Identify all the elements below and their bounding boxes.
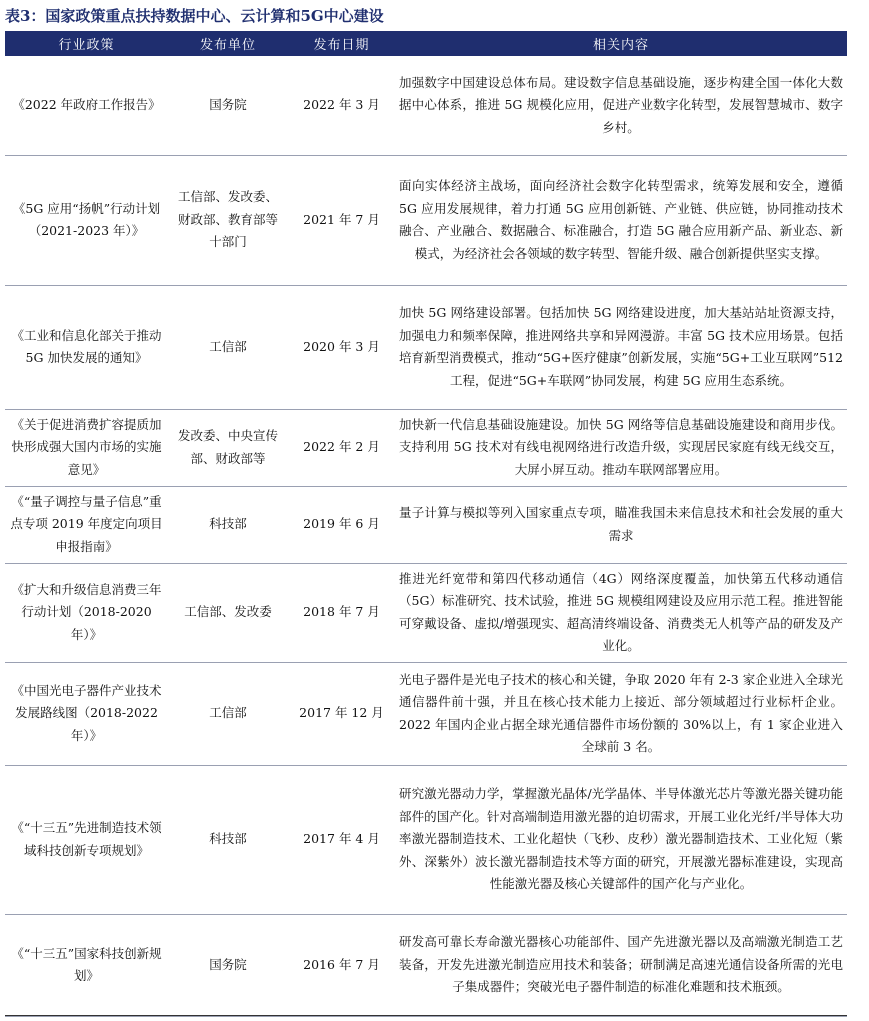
policy-content: 光电子器件是光电子技术的核心和关键，争取 2020 年有 2-3 家企业进入全球光通信器件前十强，并且在核心技术能力上接近、部分领域超过行业标杆企业。2022 年国内企业占据全球光通信器件市场份额的 30%以上，有 1 家企业进入全球前 3 名。 (395, 662, 847, 765)
issue-date: 2018 年 7 月 (288, 563, 395, 662)
issuing-unit: 工信部、发改委 (168, 563, 288, 662)
issue-date: 2019 年 6 月 (288, 486, 395, 563)
header-date: 发布日期 (288, 31, 395, 56)
policy-table (5, 31, 847, 1017)
policy-content: 研究激光器动力学，掌握激光晶体/光学晶体、半导体激光芯片等激光器关键功能部件的国产化。针对高端制造用激光器的迫切需求，开展工业化光纤/半导体大功率激光器制造技术、工业化超快（飞秒、皮秒）激光器制造技术、工业化短（紫外、深紫外）波长激光器制造技术等方面的研究，开展激光器标准建设，实现高性能激光器及核心关键部件的国产化与产业化。 (395, 765, 847, 914)
policy-name: 《“十三五”国家科技创新规划》 (5, 914, 168, 1016)
table-row (5, 486, 847, 563)
policy-name: 《关于促进消费扩容提质加快形成强大国内市场的实施意见》 (5, 409, 168, 486)
table-row (5, 662, 847, 765)
policy-content: 面向实体经济主战场，面向经济社会数字化转型需求，统筹发展和安全，遵循 5G 应用发展规律，着力打通 5G 应用创新链、产业链、供应链，协同推动技术融合、产业融合、数据融合、标准融合，打造 5G 融合应用新产品、新业态、新模式，为经济社会各领域的数字转型、智能升级、融合创新提供坚实支撑。 (395, 155, 847, 285)
table-title: 表3：国家政策重点扶持数据中心、云计算和5G中心建设 (5, 7, 384, 25)
issuing-unit: 工信部、发改委、财政部、教育部等十部门 (168, 155, 288, 285)
table-row (5, 155, 847, 285)
policy-name: 《中国光电子器件产业技术发展路线图（2018-2022 年）》 (5, 662, 168, 765)
header-unit: 发布单位 (168, 31, 288, 56)
issue-date: 2017 年 12 月 (288, 662, 395, 765)
table-row (5, 285, 847, 409)
issue-date: 2021 年 7 月 (288, 155, 395, 285)
table-row (5, 563, 847, 662)
policy-content: 加强数字中国建设总体布局。建设数字信息基础设施，逐步构建全国一体化大数据中心体系，推进 5G 规模化应用，促进产业数字化转型，发展智慧城市、数字乡村。 (395, 56, 847, 155)
issuing-unit: 国务院 (168, 56, 288, 155)
policy-content: 加快新一代信息基础设施建设。加快 5G 网络等信息基础设施建设和商用步伐。支持利用 5G 技术对有线电视网络进行改造升级，实现居民家庭有线无线交互，大屏小屏互动。推动车联网部署应用。 (395, 409, 847, 486)
issue-date: 2017 年 4 月 (288, 765, 395, 914)
issuing-unit: 科技部 (168, 765, 288, 914)
policy-content: 推进光纤宽带和第四代移动通信（4G）网络深度覆盖，加快第五代移动通信（5G）标准研究、技术试验，推进 5G 规模组网建设及应用示范工程。推进智能可穿戴设备、虚拟/增强现实、超高清终端设备、消费类无人机等产品的研发及产业化。 (395, 563, 847, 662)
bottom-rule (5, 1015, 847, 1016)
table-row (5, 56, 847, 155)
issue-date: 2022 年 3 月 (288, 56, 395, 155)
issuing-unit: 工信部 (168, 662, 288, 765)
table-row (5, 409, 847, 486)
header-content: 相关内容 (395, 31, 847, 56)
table-row (5, 914, 847, 1016)
issuing-unit: 国务院 (168, 914, 288, 1016)
issuing-unit: 发改委、中央宣传部、财政部等 (168, 409, 288, 486)
policy-content: 加快 5G 网络建设部署。包括加快 5G 网络建设进度，加大基站站址资源支持，加强电力和频率保障，推进网络共享和异网漫游。丰富 5G 技术应用场景。包括培育新型消费模式，推动“5G+医疗健康”创新发展，实施“5G+工业互联网”512 工程，促进“5G+车联网”协同发展，构建 5G 应用生态系统。 (395, 285, 847, 409)
header-policy: 行业政策 (5, 31, 168, 56)
issuing-unit: 科技部 (168, 486, 288, 563)
policy-name: 《工业和信息化部关于推动 5G 加快发展的通知》 (5, 285, 168, 409)
policy-name: 《“量子调控与量子信息”重点专项 2019 年度定向项目申报指南》 (5, 486, 168, 563)
policy-name: 《5G 应用“扬帆”行动计划（2021-2023 年）》 (5, 155, 168, 285)
issue-date: 2022 年 2 月 (288, 409, 395, 486)
policy-name: 《2022 年政府工作报告》 (5, 56, 168, 155)
issue-date: 2016 年 7 月 (288, 914, 395, 1016)
issuing-unit: 工信部 (168, 285, 288, 409)
policy-name: 《扩大和升级信息消费三年行动计划（2018-2020 年）》 (5, 563, 168, 662)
table-row (5, 765, 847, 914)
policy-content: 研发高可靠长寿命激光器核心功能部件、国产先进激光器以及高端激光制造工艺装备，开发先进激光制造应用技术和装备；研制满足高速光通信设备所需的光电子集成器件；突破光电子器件制造的标准化难题和技术瓶颈。 (395, 914, 847, 1016)
policy-content: 量子计算与模拟等列入国家重点专项，瞄准我国未来信息技术和社会发展的重大需求 (395, 486, 847, 563)
table-header-row (5, 31, 847, 56)
policy-name: 《“十三五”先进制造技术领域科技创新专项规划》 (5, 765, 168, 914)
issue-date: 2020 年 3 月 (288, 285, 395, 409)
